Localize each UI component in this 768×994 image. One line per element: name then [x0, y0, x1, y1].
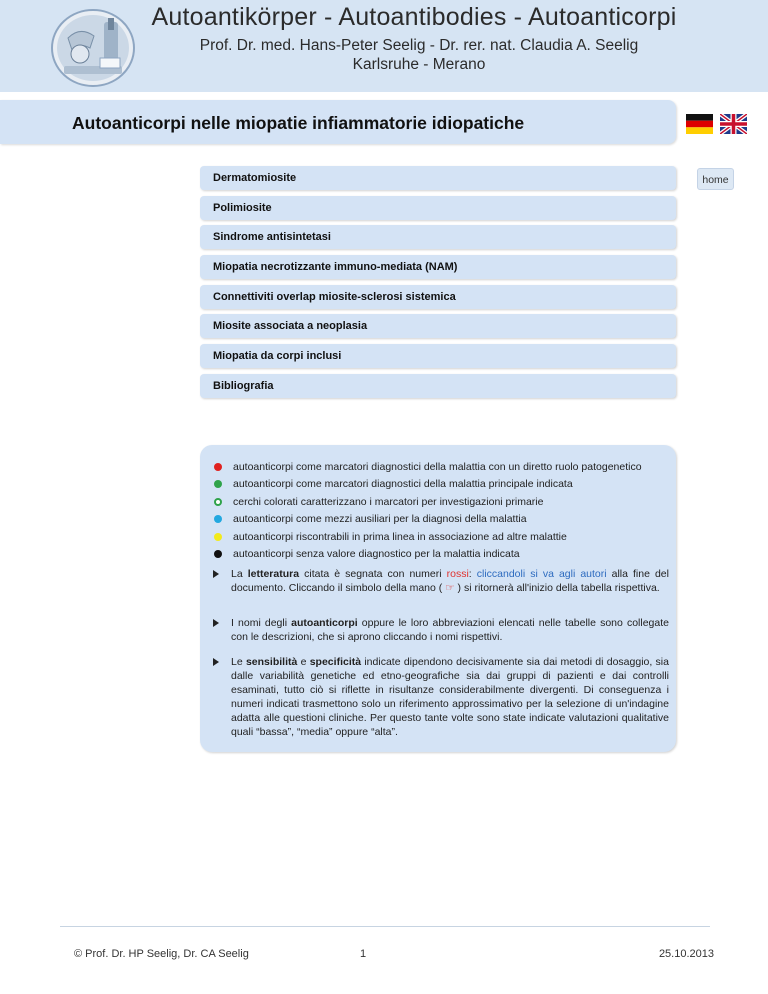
nav-item-bibliografia[interactable]: Bibliografia: [200, 374, 676, 398]
triangle-bullet-icon: [213, 658, 219, 666]
footer-divider: [60, 926, 710, 927]
literature-bold: letteratura: [247, 568, 300, 580]
site-title: Autoantikörper - Autoantibodies - Autoanticorpi: [151, 3, 677, 31]
legend-text: autoanticorpi riscontrabili in prima linea in associazione ad altre malattie: [233, 530, 567, 543]
nav-item-neoplasia[interactable]: Miosite associata a neoplasia: [200, 314, 676, 338]
legend-row: [214, 493, 642, 511]
authors-line: Prof. Dr. med. Hans-Peter Seelig - Dr. rer. nat. Claudia A. Seelig: [199, 37, 639, 54]
footer-date: 25.10.2013: [658, 948, 714, 960]
nav-item-polimiosite[interactable]: Polimiosite: [200, 196, 676, 220]
nav-item-overlap[interactable]: Connettiviti overlap miosite-sclerosi sistemica: [200, 285, 676, 309]
home-button[interactable]: home: [697, 168, 734, 190]
legend-text: autoanticorpi senza valore diagnostico per la malattia indicata: [233, 548, 520, 561]
nav-item-nam[interactable]: Miopatia necrotizzante immuno-mediata (NAM): [200, 255, 676, 279]
red-dot-icon: [214, 463, 222, 471]
german-flag-icon[interactable]: [686, 114, 713, 134]
autoantibodies-bold: autoanticorpi: [291, 617, 358, 629]
location-line: Karlsruhe - Merano: [352, 56, 486, 73]
blue-dot-icon: [214, 515, 222, 523]
page-title: Autoanticorpi nelle miopatie infiammatorie idiopatiche: [72, 113, 525, 133]
green-ring-icon: [214, 498, 222, 506]
nav-item-sindrome-antisintetasi[interactable]: Sindrome antisintetasi: [200, 225, 676, 249]
legend-text: autoanticorpi come mezzi ausiliari per la diagnosi della malattia: [233, 513, 527, 526]
legend-text: autoanticorpi come marcatori diagnostici della malattia principale indicata: [233, 478, 573, 491]
legend-row: [214, 458, 642, 476]
legend-row: [214, 546, 642, 564]
nav-item-corpi-inclusi[interactable]: Miopatia da corpi inclusi: [200, 344, 676, 368]
legend-row: [214, 511, 642, 529]
red-numbers-text: rossi: [446, 568, 469, 580]
specificity-bold: specificità: [309, 656, 362, 668]
green-dot-icon: [214, 480, 222, 488]
sensitivity-bold: sensibilità: [245, 656, 298, 668]
legend: [214, 458, 642, 563]
info-panel: [200, 445, 676, 752]
autoantibody-names-note: I nomi degli autoanticorpi oppure le loro abbreviazioni elencati nelle tabelle sono collegate con le descrizioni, che si aprono cliccando i nomi rispettivi.: [213, 616, 669, 644]
disease-nav: [200, 166, 676, 404]
page-header: [0, 0, 768, 92]
yellow-dot-icon: [214, 533, 222, 541]
sensitivity-note: Le sensibilità e specificità indicate dipendono decisivamente sia dai metodi di dosaggio, sia dalle variabilità genetiche ed etno-geografiche sia dai gruppi di pazienti e dai controlli esaminati, tutto ciò si riflette in risultanze considerabilmente divergenti. Di conseguenza i numeri indicati trasmettono solo un riferimento approssimativo per la selezione di un'indagine adatta alle questioni cliniche. Per questo tante volte sono state indicate valutazioni qualitative quali “bassa”, “media” oppure “alta”.: [213, 655, 669, 739]
hand-pointer-icon: ☞: [445, 582, 455, 594]
triangle-bullet-icon: [213, 570, 219, 578]
legend-text: cerchi colorati caratterizzano i marcatori per investigazioni primarie: [233, 495, 544, 508]
uk-flag-icon[interactable]: [720, 114, 747, 134]
literature-note: La letteratura citata è segnata con numeri rossi: cliccandoli si va agli autori alla fine del documento. Cliccando il simbolo della mano ( ☞ ) si ritornerà all'inizio della tabella rispettiva.: [213, 567, 669, 595]
black-dot-icon: [214, 550, 222, 558]
footer-page-number: 1: [360, 948, 367, 960]
authors-link[interactable]: cliccandoli si va agli autori: [476, 568, 607, 580]
legend-text: autoanticorpi come marcatori diagnostici della malattia con un diretto ruolo patogenetico: [233, 460, 642, 473]
legend-row: [214, 476, 642, 494]
nav-item-dermatomiosite[interactable]: Dermatomiosite: [200, 166, 676, 190]
footer-copyright: © Prof. Dr. HP Seelig, Dr. CA Seelig: [74, 948, 249, 960]
legend-row: [214, 528, 642, 546]
triangle-bullet-icon: [213, 619, 219, 627]
page-title-bar: [0, 100, 676, 144]
